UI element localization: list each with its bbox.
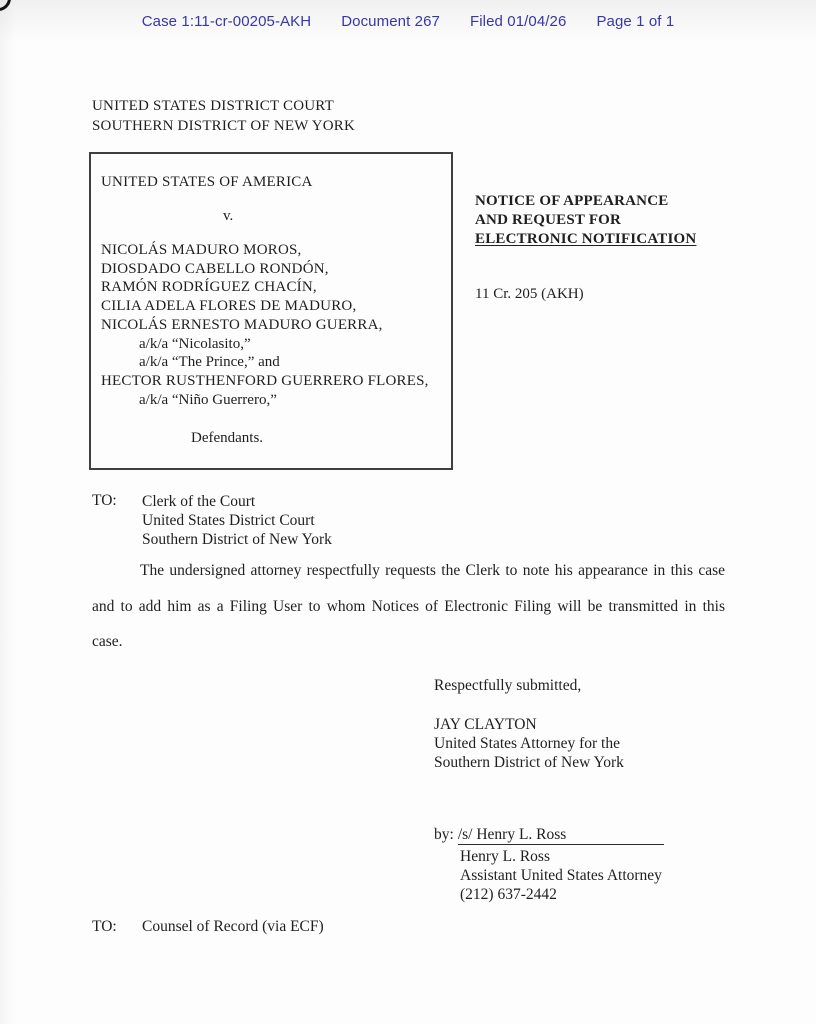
signer-name: Henry L. Ross xyxy=(460,848,550,865)
to-label: TO: xyxy=(92,492,117,509)
document-title xyxy=(475,192,696,249)
by-label: by: xyxy=(434,826,454,843)
versus-label: v. xyxy=(223,208,234,224)
to-clerk-line: United States District Court xyxy=(142,512,315,529)
us-attorney-name: JAY CLAYTON xyxy=(434,716,537,733)
plaintiff-name: UNITED STATES OF AMERICA xyxy=(101,174,313,190)
defendants-label: Defendants. xyxy=(191,430,264,447)
to-counsel-text: Counsel of Record (via ECF) xyxy=(142,918,324,935)
body-text-line: and to add him as a Filing User to whom Notices of Electronic Filing will be transmitted in this xyxy=(92,597,725,615)
defendant-name: NICOLÁS ERNESTO MADURO GUERRA, xyxy=(101,316,383,333)
electronic-signature: /s/ Henry L. Ross xyxy=(458,825,665,845)
court-district: SOUTHERN DISTRICT OF NEW YORK xyxy=(92,118,356,134)
us-attorney-block xyxy=(434,715,664,772)
to-clerk-line: Southern District of New York xyxy=(142,531,332,548)
defendant-name: HECTOR RUSTHENFORD GUERRERO FLORES, xyxy=(101,372,429,389)
pacer-filed-date: Filed 01/04/26 xyxy=(469,13,567,30)
defendant-name: RAMÓN RODRÍGUEZ CHACÍN, xyxy=(101,279,317,296)
defendant-alias: a/k/a “Nicolasito,” xyxy=(139,335,251,352)
document-title-line: AND REQUEST FOR xyxy=(475,212,622,228)
defendant-name: DIOSDADO CABELLO RONDÓN, xyxy=(101,260,329,277)
signature-line xyxy=(434,825,664,845)
scan-corner-artifact xyxy=(0,0,11,11)
body-paragraph xyxy=(92,560,725,667)
pacer-stamp xyxy=(0,13,816,30)
to-label: TO: xyxy=(92,918,117,935)
to-clerk-line: Clerk of the Court xyxy=(142,493,256,510)
signer-phone: (212) 637-2442 xyxy=(460,886,557,903)
to-clerk-block xyxy=(92,492,332,549)
court-heading xyxy=(92,96,355,136)
body-text-line: The undersigned attorney respectfully requests the Clerk to note his appearance in this case xyxy=(140,562,725,579)
defendant-alias: a/k/a “The Prince,” and xyxy=(139,354,280,371)
us-attorney-title-line: United States Attorney for the xyxy=(434,735,620,752)
to-clerk-address xyxy=(142,492,332,549)
case-caption-box xyxy=(89,152,453,470)
body-text-line: case. xyxy=(92,633,123,650)
to-counsel-block xyxy=(92,918,324,936)
defendant-name: NICOLÁS MADURO MOROS, xyxy=(101,242,302,258)
document-title-line: ELECTRONIC NOTIFICATION xyxy=(475,231,697,247)
court-name: UNITED STATES DISTRICT COURT xyxy=(92,98,334,114)
pacer-document-number: Document 267 xyxy=(341,13,440,30)
signer-block xyxy=(460,847,664,904)
us-attorney-title-line: Southern District of New York xyxy=(434,754,624,771)
signature-block xyxy=(434,676,664,904)
closing-line: Respectfully submitted, xyxy=(434,677,582,694)
defendant-list xyxy=(101,241,445,409)
defendant-name: CILIA ADELA FLORES DE MADURO, xyxy=(101,298,357,315)
notice-title-block xyxy=(475,192,696,303)
defendant-alias: a/k/a “Niño Guerrero,” xyxy=(139,391,277,408)
pacer-case-id: Case 1:11-cr-00205-AKH xyxy=(141,13,312,30)
signer-title: Assistant United States Attorney xyxy=(460,867,662,884)
case-number: 11 Cr. 205 (AKH) xyxy=(475,286,584,302)
document-title-line: NOTICE OF APPEARANCE xyxy=(475,193,669,209)
pacer-page-number: Page 1 of 1 xyxy=(596,13,675,30)
